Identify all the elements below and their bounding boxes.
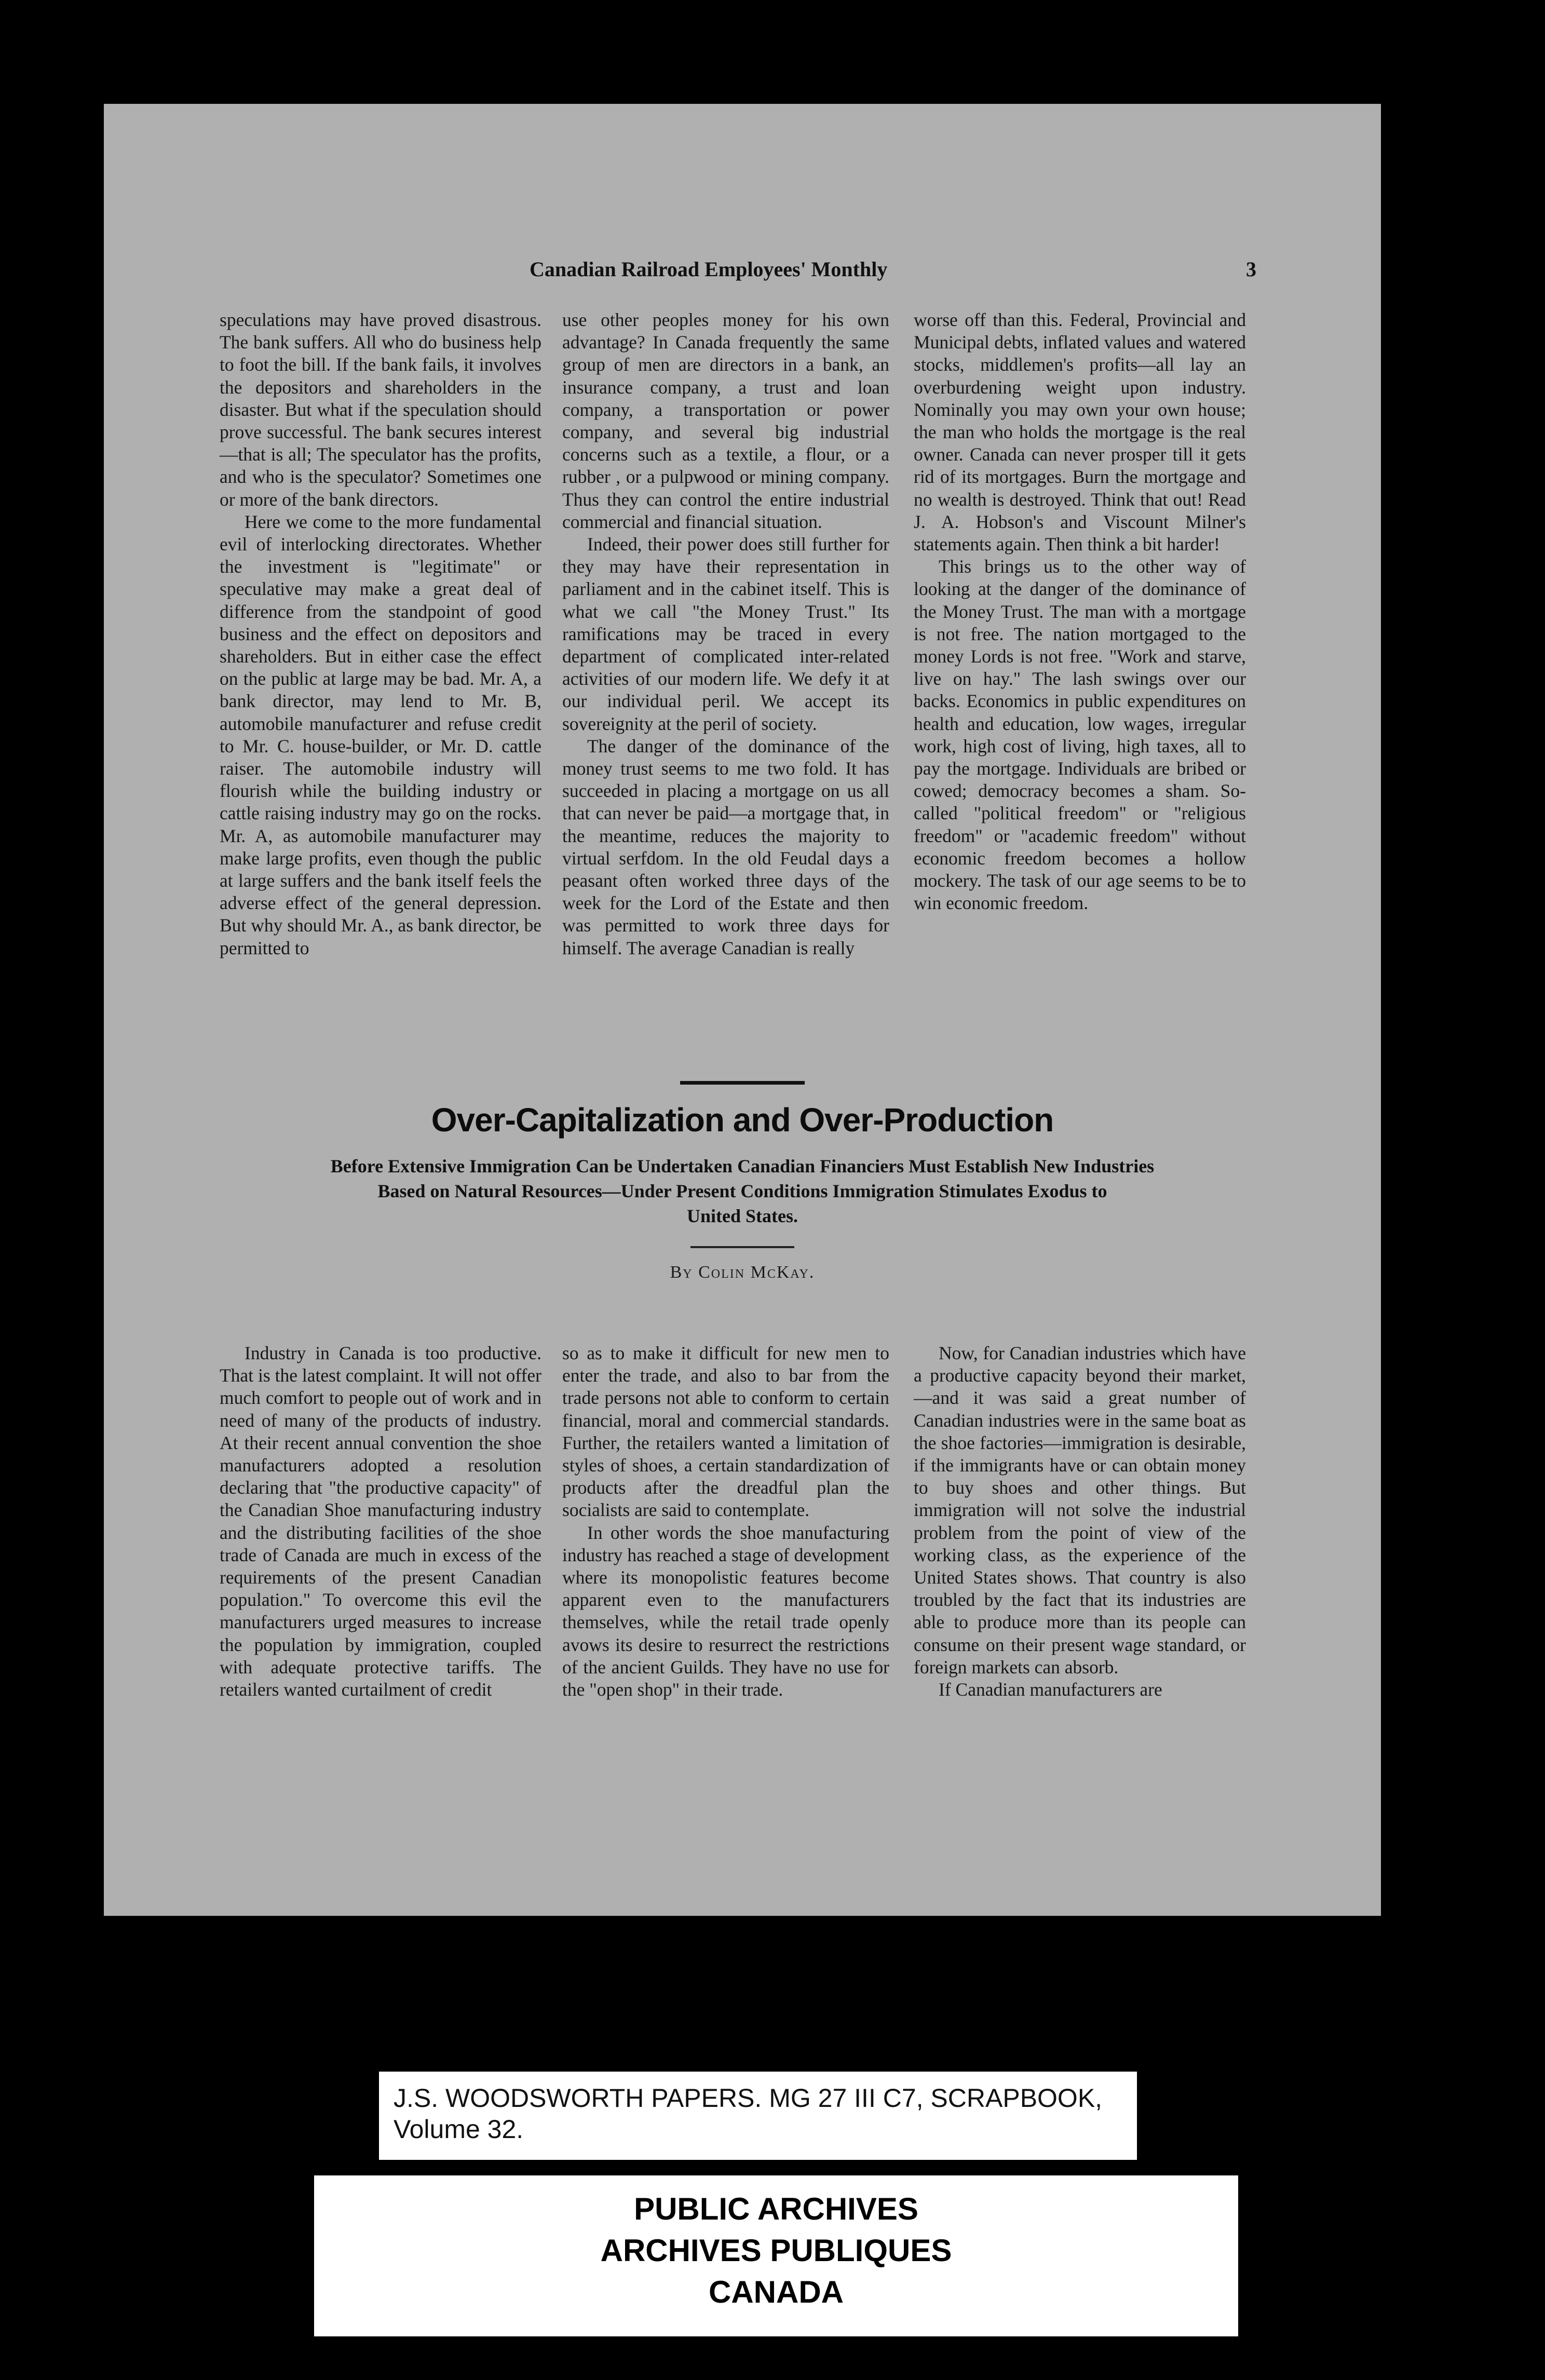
archive-stamp-line: PUBLIC ARCHIVES: [634, 2192, 918, 2226]
paragraph: worse off than this. Federal, Provincial and Municipal debts, inflated values and watered stocks, middlemen's profits—all lay an overburdening weight upon industry. Nominally you may own your own house; the man who holds the mortgage is the real owner. Canada can never prosper till it gets rid of its mortgages. Burn the mortgage and no wealth is destroyed. Think that out! Read J. A. Hobson's and Viscount Milner's statements again. Then think a bit harder!: [914, 309, 1246, 555]
top-column-1: [220, 309, 541, 959]
paragraph: If Canadian manufacturers are: [939, 1679, 1162, 1700]
paragraph: Here we come to the more fundamental evil of interlocking directorates. Whether the investment is "legitimate" or speculative may make a great deal of difference from the standpoint of good business and the effect on depositors and shareholders. But in either case the effect on the public at large may be bad. Mr. A, a bank director, may lend to Mr. B, automobile manufacturer and refuse credit to Mr. C. house-builder, or Mr. D. cattle raiser. The automobile industry will flourish while the building industry or cattle raising industry may go on the rocks. Mr. A, as automobile manufacturer may make large profits, even though the public at large suffers and the bank itself feels the adverse effect of the general depression. But why should Mr. A., as bank director, be permitted to: [220, 511, 541, 958]
article-byline: By Colin McKay.: [670, 1263, 815, 1282]
paragraph: Industry in Canada is too productive. That is the latest complaint. It will not offer much comfort to people out of work and in need of many of the products of industry. At their recent annual convention the shoe manufacturers adopted a resolution declaring that "the productive capacity" of the Canadian Shoe manufacturing industry and the distributing facilities of the shoe trade of Canada are much in excess of the requirements of the present Canadian population." To overcome this evil the manufacturers urged measures to increase the population by immigration, coupled with adequate protective tariffs. The retailers wanted curtailment of credit: [220, 1343, 541, 1700]
article-column-2: [562, 1342, 889, 1701]
paragraph: In other words the shoe manufacturing industry has reached a stage of development where its monopolistic features become apparent even to the manufacturers themselves, while the retail trade openly avows its desire to resurrect the restrictions of the ancient Guilds. They have no use for the "open shop" in their trade.: [562, 1522, 889, 1700]
archive-stamp: [314, 2175, 1238, 2336]
top-column-3: [914, 309, 1246, 914]
archive-reference-line: J.S. WOODSWORTH PAPERS. MG 27 III C7, SCRAPBOOK,: [394, 2084, 1103, 2113]
subhead-line: Based on Natural Resources—Under Present Conditions Immigration Stimulates Exodus to: [377, 1181, 1107, 1201]
top-column-2: [562, 309, 889, 959]
article-subhead: [208, 1154, 1277, 1228]
archive-stamp-line: CANADA: [709, 2275, 844, 2309]
article-column-1: [220, 1342, 541, 1701]
article-headline: Over-Capitalization and Over-Production: [431, 1101, 1054, 1139]
subhead-line: United States.: [687, 1206, 798, 1226]
paragraph: use other peoples money for his own advantage? In Canada frequently the same group of men are directors in a bank, an insurance company, a trust and loan company, a transportation or power company, and several big industrial concerns such as a textile, a flour, or a rubber , or a pulpwood or mining company. Thus they can control the entire industrial commercial and financial situation.: [562, 309, 889, 532]
paragraph: so as to make it difficult for new men to enter the trade, and also to bar from the trade persons not able to conform to certain financial, moral and commercial standards. Further, the retailers wanted a limitation of styles of shoes, a certain standardization of products after the dreadful plan the socialists are said to contemplate.: [562, 1343, 889, 1521]
archive-stamp-line: ARCHIVES PUBLIQUES: [600, 2233, 952, 2268]
paragraph: Indeed, their power does still further for they may have their representation in parliament and in the cabinet itself. This is what we call "the Money Trust." Its ramifications may be traced in every department of complicated inter-related activities of our modern life. We defy it at our individual peril. We accept its sovereignity at the peril of society.: [562, 534, 889, 734]
paragraph: The danger of the dominance of the money trust seems to me two fold. It has succeeded in placing a mortgage on us all that can never be paid—a mortgage that, in the meantime, reduces the majority to virtual serfdom. In the old Feudal days a peasant often worked three days of the week for the Lord of the Estate and then was permitted to work three days for himself. The average Canadian is really: [562, 735, 889, 958]
page-number: 3: [1246, 258, 1256, 281]
scanned-page: [104, 104, 1381, 1916]
paragraph: Now, for Canadian industries which have a productive capacity beyond their market,—and it was said a great number of Canadian industries were in the same boat as the shoe factories—immigration is desirable, if the immigrants have or can obtain money to buy shoes and other things. But immigration will not solve the industrial problem from the point of view of the working class, as the experience of the United States shows. That country is also troubled by the fact that its industries are able to produce more than its people can consume on their present wage standard, or foreign markets can absorb.: [914, 1343, 1246, 1678]
running-header: [530, 257, 1256, 288]
section-divider: [680, 1081, 805, 1085]
archive-reference-line: Volume 32.: [394, 2115, 524, 2144]
publication-title: Canadian Railroad Employees' Monthly: [530, 258, 888, 281]
byline-divider: [690, 1246, 794, 1248]
paragraph: This brings us to the other way of looking at the danger of the dominance of the Money Trust. The man with a mortgage is not free. The nation mortgaged to the money Lords is not free. "Work and starve, live on hay." The lash swings over our backs. Economics in public expenditures on health and education, low wages, irregular work, high cost of living, high taxes, all to pay the mortgage. Individuals are bribed or cowed; democracy becomes a sham. So-called "political freedom" or "religious freedom" or "academic freedom" without economic freedom becomes a hollow mockery. The task of our age seems to be to win economic freedom.: [914, 556, 1246, 914]
subhead-line: Before Extensive Immigration Can be Undertaken Canadian Financiers Must Establish New Industries: [330, 1156, 1155, 1177]
article-column-3: [914, 1342, 1246, 1701]
archive-reference-label: [379, 2072, 1137, 2160]
paragraph: speculations may have proved disastrous. The bank suffers. All who do business help to foot the bill. If the bank fails, it involves the depositors and shareholders in the disaster. But what if the speculation should prove successful. The bank secures interest—that is all; The speculator has the profits, and who is the speculator? Sometimes one or more of the bank directors.: [220, 309, 541, 510]
